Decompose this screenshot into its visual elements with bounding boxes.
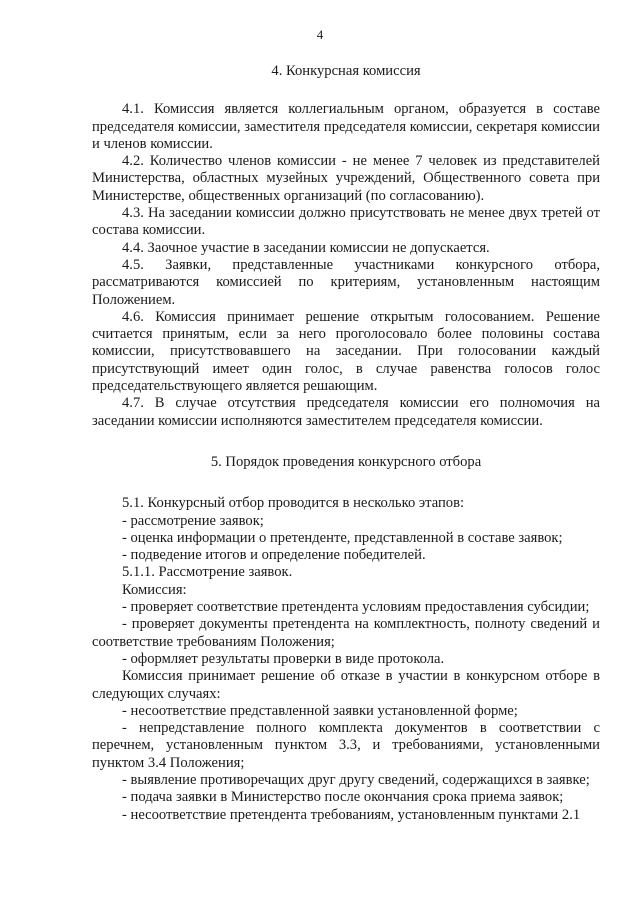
- paragraph-4-6: 4.6. Комиссия принимает решение открытым голосованием. Решение считается принятым, если за него проголосовало более половины состава комиссии, присутствовавшего на заседании. При голосовании каждый присутствующий имеет один голос, в случае равенства голосов голос председательствующего является решающим.: [92, 308, 600, 395]
- commission-label: Комиссия:: [122, 581, 187, 598]
- paragraph-4-7: 4.7. В случае отсутствия председателя комиссии его полномочия на заседании комиссии исполняются заместителем председателя комиссии.: [92, 395, 600, 429]
- section-5-title: 5. Порядок проведения конкурсного отбора: [210, 453, 482, 470]
- list-item: - подача заявки в Министерство после окончания срока приема заявок;: [122, 789, 564, 806]
- list-item: - выявление противоречащих друг другу сведений, содержащихся в заявке;: [122, 771, 590, 788]
- paragraph-4-4: 4.4. Заочное участие в заседании комиссии не допускается.: [122, 239, 490, 256]
- list-item: - подведение итогов и определение победителей.: [122, 547, 426, 564]
- list-item: - несоответствие представленной заявки установленной форме;: [122, 702, 518, 719]
- list-item: - непредставление полного комплекта документов в соответствии с перечнем, установленным пунктом 3.3, и требованиями, установленными пунктом 3.4 Положения;: [92, 720, 600, 771]
- list-item: - оценка информации о претенденте, представленной в составе заявок;: [122, 529, 563, 546]
- list-item: - несоответствие претендента требованиям, установленным пунктами 2.1: [122, 806, 581, 823]
- paragraph-4-1: 4.1. Комиссия является коллегиальным органом, образуется в составе председателя комиссии, заместителя председателя комиссии, секретаря комиссии и членов комиссии.: [92, 101, 600, 152]
- document-body: [92, 63, 600, 824]
- paragraph-5-1: 5.1. Конкурсный отбор проводится в несколько этапов:: [122, 495, 465, 512]
- section-4-title: 4. Конкурсная комиссия: [271, 63, 421, 79]
- paragraph-5-1-1: 5.1.1. Рассмотрение заявок.: [122, 564, 293, 581]
- paragraph-4-3: 4.3. На заседании комиссии должно присутствовать не менее двух третей от состава комиссии.: [92, 205, 600, 239]
- list-item: - проверяет соответствие претендента условиям предоставления субсидии;: [122, 599, 590, 616]
- paragraph-4-2: 4.2. Количество членов комиссии - не менее 7 человек из представителей Министерства, областных музейных учреждений, Общественного совета при Министерстве, общественных организаций (по согласованию).: [92, 153, 600, 204]
- list-item: - проверяет документы претендента на комплектность, полноту сведений и соответствие требованиям Положения;: [92, 616, 600, 650]
- paragraph-refusal: Комиссия принимает решение об отказе в участии в конкурсном отборе в следующих случаях:: [92, 668, 600, 702]
- page-number: 4: [316, 27, 324, 42]
- list-item: - оформляет результаты проверки в виде протокола.: [122, 650, 445, 667]
- paragraph-4-5: 4.5. Заявки, представленные участниками конкурсного отбора, рассматриваются комиссией по критериям, установленным настоящим Положением.: [92, 256, 600, 308]
- list-item: - рассмотрение заявок;: [122, 512, 264, 529]
